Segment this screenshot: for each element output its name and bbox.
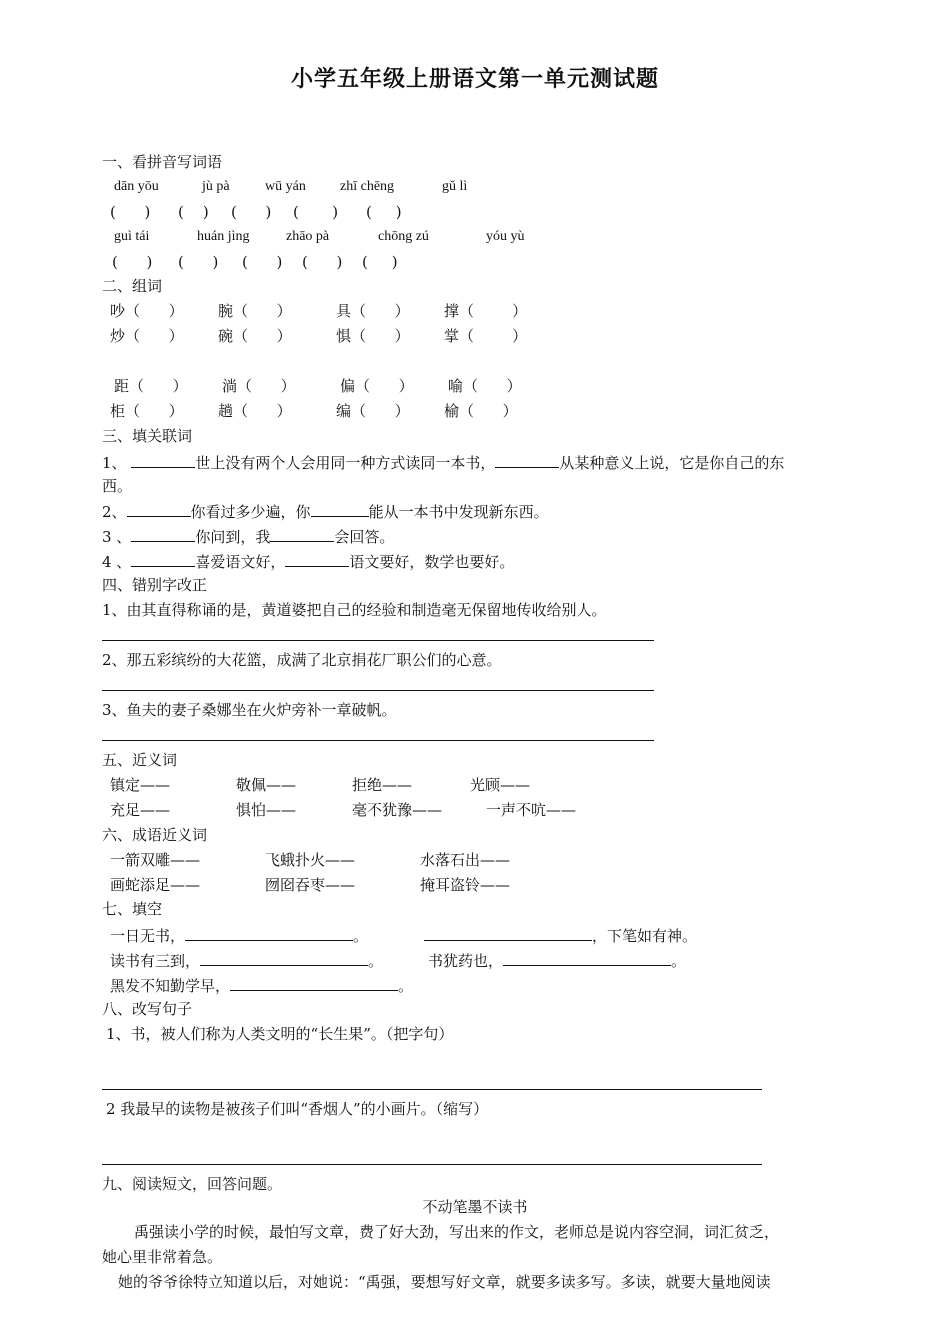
word-item: 腕（ ） — [218, 302, 292, 320]
question-number: 1、 — [102, 454, 127, 472]
fill-text: 一日无书， — [110, 927, 186, 945]
rewrite-question: 1、书，被人们称为人类文明的“长生果”。（把字句） — [106, 1025, 454, 1043]
idiom-item: 水落石出—— — [420, 851, 511, 869]
word-item: 榆（ ） — [444, 402, 518, 420]
fill-blank[interactable] — [285, 550, 349, 567]
correction-question: 1、由其直得称诵的是，黄道婆把自己的经验和制造毫无保留地传收给别人。 — [102, 601, 607, 619]
section-7-heading: 七、填空 — [102, 900, 163, 918]
answer-blank[interactable]: ( ) — [366, 203, 402, 221]
fill-line — [110, 924, 368, 946]
pinyin-item: guì tái — [114, 229, 150, 244]
answer-blank[interactable]: ( ) — [178, 253, 219, 271]
answer-line[interactable] — [102, 690, 654, 691]
idiom-item: 囫囵吞枣—— — [265, 876, 356, 894]
idiom-item: 画蛇添足—— — [110, 876, 201, 894]
fill-blank[interactable] — [185, 924, 353, 941]
section-5-heading: 五、近义词 — [102, 751, 178, 769]
synonym-item: 光顾—— — [470, 776, 531, 794]
question-number: 3 、 — [102, 528, 132, 546]
question-line — [102, 550, 514, 572]
correction-question: 3、鱼夫的妻子桑娜坐在火炉旁补一章破帆。 — [102, 701, 397, 719]
question-line — [102, 525, 394, 547]
paragraph-line: 她心里非常着急。 — [102, 1248, 223, 1266]
paragraph-line: 她的爷爷徐特立知道以后，对她说：“禹强，要想写好文章，就要多读多写。多读，就要大量地阅读 — [118, 1273, 771, 1291]
synonym-item: 惧怕—— — [236, 801, 297, 819]
question-text: 能从一本书中发现新东西。 — [368, 503, 549, 521]
fill-text: 。 — [671, 952, 687, 970]
fill-blank[interactable] — [230, 974, 398, 991]
fill-text: ，下笔如有神。 — [592, 927, 698, 945]
synonym-item: 敬佩—— — [236, 776, 297, 794]
answer-blank[interactable]: ( ) — [231, 203, 272, 221]
question-line — [102, 451, 784, 473]
question-text: 你问到，我 — [195, 528, 271, 546]
answer-blank[interactable]: ( ) — [242, 253, 283, 271]
fill-blank[interactable] — [200, 949, 368, 966]
word-item: 吵（ ） — [110, 302, 184, 320]
answer-line[interactable] — [102, 640, 654, 641]
word-item: 淌（ ） — [222, 377, 296, 395]
rewrite-question: 2 我最早的读物是被孩子们叫“香烟人”的小画片。（缩写） — [106, 1100, 489, 1118]
question-number: 4 、 — [102, 553, 132, 571]
answer-blank[interactable]: ( ) — [362, 253, 398, 271]
pinyin-item: chōng zú — [378, 229, 429, 244]
word-item: 撑（ ） — [444, 302, 528, 320]
pinyin-item: gǔ lì — [442, 179, 468, 194]
question-text: 喜爱语文好， — [195, 553, 286, 571]
pinyin-item: zhī chēng — [340, 179, 395, 194]
pinyin-item: dān yōu — [114, 179, 159, 194]
fill-blank[interactable] — [127, 500, 191, 517]
answer-line[interactable] — [102, 740, 654, 741]
fill-text: 读书有三到， — [110, 952, 201, 970]
correction-question: 2、那五彩缤纷的大花篮，成满了北京捐花厂职公们的心意。 — [102, 651, 502, 669]
word-item: 惧（ ） — [336, 327, 410, 345]
section-2-heading: 二、组词 — [102, 277, 163, 295]
fill-text: 。 — [398, 977, 414, 995]
word-item: 具（ ） — [336, 302, 410, 320]
fill-line — [424, 924, 697, 946]
section-6-heading: 六、成语近义词 — [102, 826, 208, 844]
synonym-item: 充足—— — [110, 801, 171, 819]
fill-blank[interactable] — [311, 500, 369, 517]
fill-blank[interactable] — [131, 550, 195, 567]
answer-blank[interactable]: ( ) — [293, 203, 339, 221]
fill-blank[interactable] — [131, 525, 195, 542]
pinyin-item: zhāo pà — [286, 229, 330, 244]
question-text: 语文要好，数学也要好。 — [349, 553, 515, 571]
question-text: 从某种意义上说，它是你自己的东 — [559, 454, 785, 472]
fill-text: 。 — [353, 927, 369, 945]
section-9-heading: 九、阅读短文，回答问题。 — [102, 1175, 283, 1193]
word-item: 碗（ ） — [218, 327, 292, 345]
synonym-item: 毫不犹豫—— — [352, 801, 443, 819]
fill-line — [110, 974, 413, 996]
section-4-heading: 四、错别字改正 — [102, 576, 208, 594]
word-item: 编（ ） — [336, 402, 410, 420]
idiom-item: 掩耳盗铃—— — [420, 876, 511, 894]
word-item: 柜（ ） — [110, 402, 184, 420]
fill-text: 黑发不知勤学早， — [110, 977, 231, 995]
answer-blank[interactable]: ( ) — [112, 253, 153, 271]
question-text: 世上没有两个人会用同一种方式读同一本书， — [195, 454, 496, 472]
section-1-heading: 一、看拼音写词语 — [102, 153, 223, 171]
fill-blank[interactable] — [495, 451, 559, 468]
fill-blank[interactable] — [131, 451, 195, 468]
idiom-item: 飞蛾扑火—— — [265, 851, 356, 869]
word-item: 趟（ ） — [218, 402, 292, 420]
question-number: 2、 — [102, 503, 127, 521]
word-item: 喻（ ） — [448, 377, 522, 395]
page-title: 小学五年级上册语文第一单元测试题 — [290, 66, 659, 92]
answer-line[interactable] — [102, 1164, 762, 1165]
synonym-item: 拒绝—— — [352, 776, 413, 794]
pinyin-item: wū yán — [265, 179, 306, 194]
answer-blank[interactable]: ( ) — [302, 253, 343, 271]
answer-line[interactable] — [102, 1089, 762, 1090]
answer-blank[interactable]: ( ) — [110, 203, 151, 221]
section-8-heading: 八、改写句子 — [102, 1000, 193, 1018]
pinyin-item: yóu yù — [486, 229, 525, 244]
fill-line — [110, 949, 383, 971]
reading-title: 不动笔墨不读书 — [422, 1198, 528, 1216]
fill-blank[interactable] — [270, 525, 334, 542]
fill-text: 。 — [368, 952, 384, 970]
fill-text: 书犹药也， — [428, 952, 504, 970]
fill-line — [428, 949, 686, 971]
fill-blank[interactable] — [503, 949, 671, 966]
idiom-item: 一箭双雕—— — [110, 851, 201, 869]
answer-blank[interactable]: ( ) — [178, 203, 209, 221]
section-3-heading: 三、填关联词 — [102, 427, 193, 445]
question-text: 西。 — [102, 477, 133, 495]
paragraph-line: 禹强读小学的时候，最怕写文章，费了好大劲，写出来的作文，老师总是说内容空洞，词汇贫乏， — [134, 1223, 780, 1241]
word-item: 距（ ） — [114, 377, 188, 395]
word-item: 炒（ ） — [110, 327, 184, 345]
pinyin-item: jù pà — [202, 179, 230, 194]
fill-blank[interactable] — [424, 924, 592, 941]
question-text: 会回答。 — [334, 528, 395, 546]
word-item: 偏（ ） — [340, 377, 414, 395]
question-line — [102, 500, 549, 522]
synonym-item: 镇定—— — [110, 776, 171, 794]
pinyin-item: huán jìng — [197, 229, 250, 244]
word-item: 掌（ ） — [444, 327, 528, 345]
question-text: 你看过多少遍，你 — [190, 503, 311, 521]
synonym-item: 一声不吭—— — [486, 801, 577, 819]
